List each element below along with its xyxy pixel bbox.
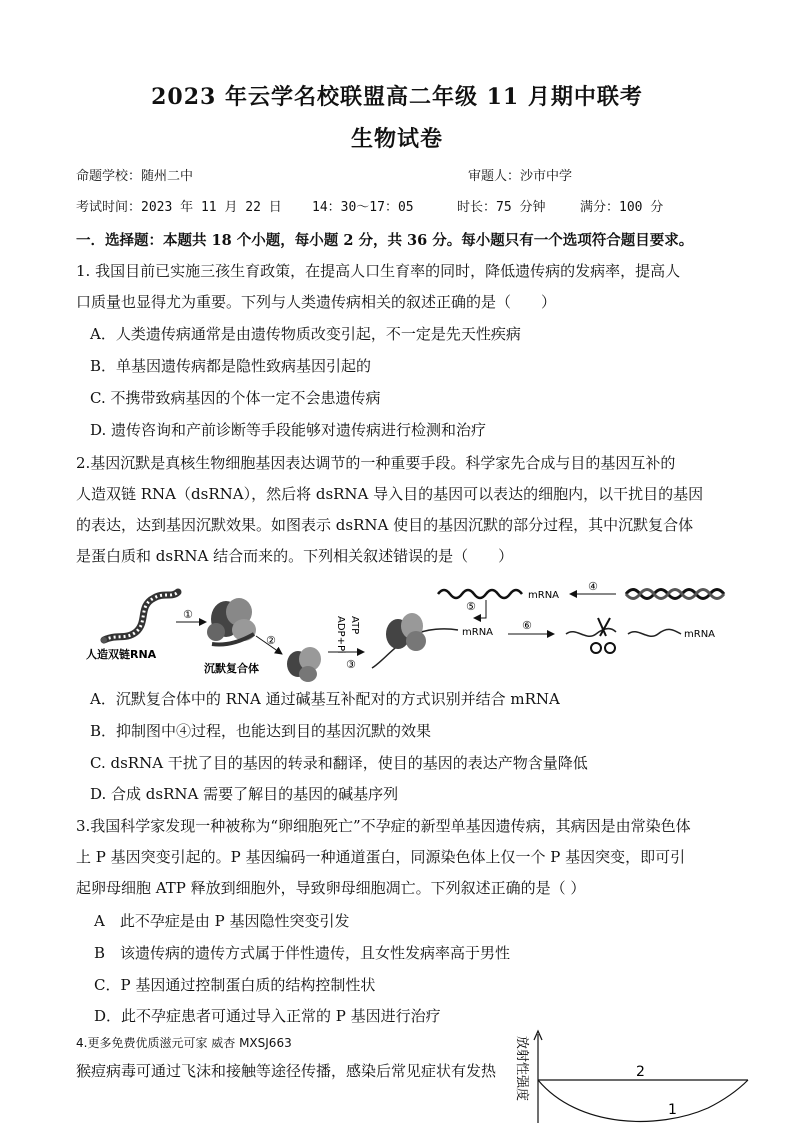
label-silencing-complex: 沉默复合体 xyxy=(204,662,259,675)
q2-option-a: A．沉默复合体中的 RNA 通过碱基互补配对的方式识别并结合 mRNA xyxy=(90,690,560,708)
silencing-complex xyxy=(207,598,256,645)
dsrna-strand xyxy=(104,592,178,640)
step-6: ⑥ xyxy=(522,619,532,632)
label-dsrna: 人造双链RNA xyxy=(86,648,157,661)
q1-stem-line1: 1. 我国目前已实施三孩生育政策，在提高人口生育率的同时，降低遗传病的发病率，提高人 xyxy=(76,262,681,280)
dna-helix xyxy=(626,590,724,599)
q2-option-c: C. dsRNA 干扰了目的基因的转录和翻译，使目的基因的表达产物含量降低 xyxy=(90,754,588,772)
q3-option-b: B 该遗传病的遗传方式属于伴性遗传，且女性发病率高于男性 xyxy=(94,944,511,962)
section-heading: 一．选择题：本题共 18 个小题，每小题 2 分，共 36 分。每小题只有一个选项符合题目要求。 xyxy=(76,232,694,249)
silencing-complex-bound xyxy=(372,613,458,668)
label-adp: ADP+Pi xyxy=(335,616,346,654)
meta-time: 考试时间：2023 年 11 月 22 日 xyxy=(76,200,282,215)
q3-stem-line3: 起卵母细胞 ATP 释放到细胞外，导致卵母细胞凋亡。下列叙述正确的是（ ） xyxy=(76,879,586,897)
q2-stem-line3: 的表达，达到基因沉默效果。如图表示 dsRNA 使目的基因沉默的部分过程，其中沉默复合体 xyxy=(76,516,694,534)
meta-score: 满分：100 分 xyxy=(580,200,664,215)
q3-stem-line1: 3.我国科学家发现一种被称为“卵细胞死亡”不孕症的新型单基因遗传病，其病因是由常染色体 xyxy=(76,817,691,835)
graph-ylabel: 放射性强度 xyxy=(514,1036,529,1102)
q3-option-a: A 此不孕症是由 P 基因隐性突变引发 xyxy=(94,912,350,930)
step-1: ① xyxy=(183,608,193,621)
radioactivity-graph xyxy=(508,1028,758,1123)
curve-1-label: 1 xyxy=(668,1102,677,1118)
q1-option-d: D. 遗传咨询和产前诊断等手段能够对遗传病进行检测和治疗 xyxy=(90,421,487,439)
meta-period: 14：30～17：05 xyxy=(312,200,414,215)
mrna-strand-top xyxy=(438,590,522,598)
step-3: ③ xyxy=(346,658,356,671)
q2-stem-line1: 2.基因沉默是真核生物细胞基因表达调节的一种重要手段。科学家先合成与目的基因互补的 xyxy=(76,454,676,472)
meta-reviewer: 审题人：沙市中学 xyxy=(468,169,573,184)
q3-stem-line2: 上 P 基因突变引起的。P 基因编码一种通道蛋白，同源染色体上仅一个 P 基因突变，即可引 xyxy=(76,848,686,866)
curve-2-label: 2 xyxy=(636,1064,645,1080)
exam-title: 2023 年云学名校联盟高二年级 11 月期中联考 xyxy=(151,84,643,110)
q3-option-d: D．此不孕症患者可通过导入正常的 P 基因进行治疗 xyxy=(94,1007,441,1025)
step-4: ④ xyxy=(588,580,598,593)
q2-stem-line2: 人造双链 RNA（dsRNA），然后将 dsRNA 导入目的基因可以表达的细胞内，以干扰目的基因 xyxy=(76,485,704,503)
exam-subtitle: 生物试卷 xyxy=(350,126,443,152)
label-mrna-2: mRNA xyxy=(462,627,494,638)
q3-option-c: C．P 基因通过控制蛋白质的结构控制性状 xyxy=(94,976,376,994)
meta-duration: 时长：75 分钟 xyxy=(457,200,546,215)
q2-option-b: B．抑制图中④过程，也能达到目的基因沉默的效果 xyxy=(90,722,432,740)
cut-mrna xyxy=(566,629,616,637)
q1-stem-line2: 口质量也显得尤为重要。下列与人类遗传病相关的叙述正确的是（ ） xyxy=(76,293,557,311)
q2-stem-line4: 是蛋白质和 dsRNA 结合而来的。下列相关叙述错误的是（ ） xyxy=(76,547,514,565)
q2-option-d: D. 合成 dsRNA 需要了解目的基因的碱基序列 xyxy=(90,785,399,803)
step-5: ⑤ xyxy=(466,600,476,613)
step-2: ② xyxy=(266,634,276,647)
q4-watermark-line: 4.更多免费优质滋元可家 威杏 MXSJ663 xyxy=(76,1036,292,1050)
gene-silencing-diagram xyxy=(76,574,736,684)
q1-option-b: B．单基因遗传病都是隐性致病基因引起的 xyxy=(90,357,372,375)
meta-school: 命题学校：随州二中 xyxy=(76,169,194,184)
q1-option-a: A．人类遗传病通常是由遗传物质改变引起，不一定是先天性疾病 xyxy=(90,325,521,343)
label-atp: ATP xyxy=(349,616,360,635)
q1-option-c: C. 不携带致病基因的个体一定不会患遗传病 xyxy=(90,389,381,407)
curve-1 xyxy=(538,1080,748,1121)
q4-stem-line1: 猴痘病毒可通过飞沫和接触等途径传播，感染后常见症状有发热 xyxy=(76,1062,497,1080)
label-mrna-1: mRNA xyxy=(528,590,560,601)
label-mrna-3: mRNA xyxy=(684,629,716,640)
silencing-complex-2 xyxy=(287,647,321,682)
